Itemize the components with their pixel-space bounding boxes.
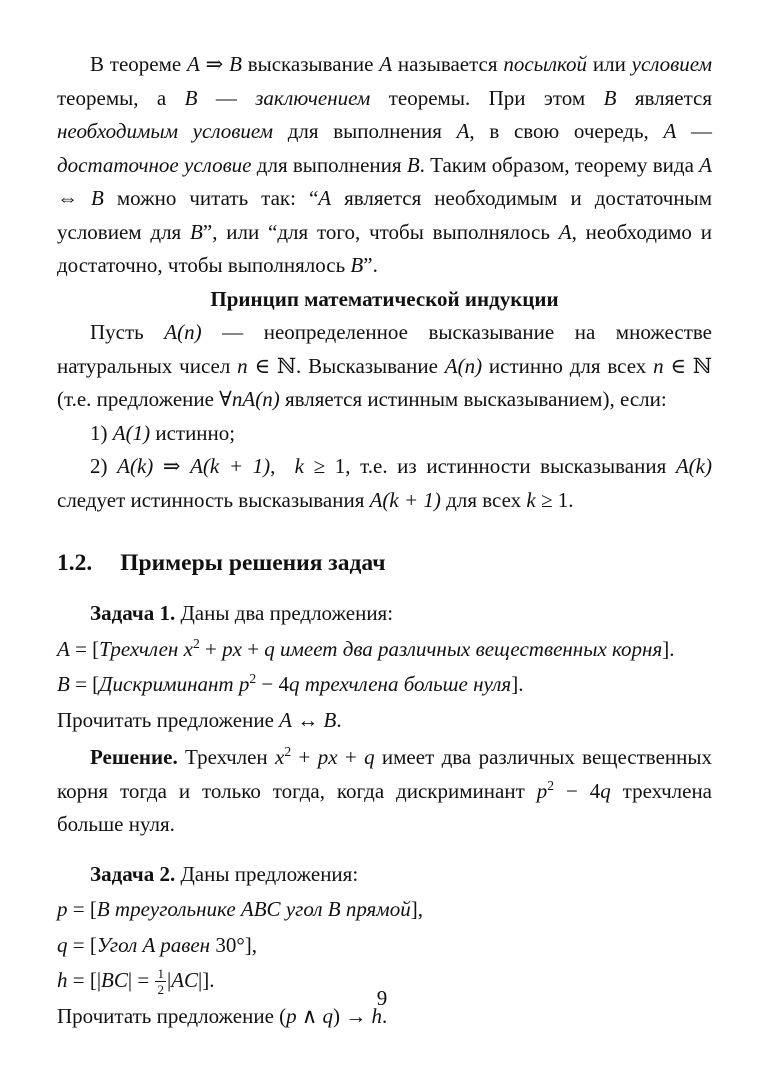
text-segment: h — [371, 1003, 383, 1028]
text-segment: для выполнения — [273, 119, 457, 143]
induction-item-2 — [57, 450, 712, 517]
text-segment: является необходимым и достаточным условием для — [57, 186, 712, 244]
text-segment: является — [616, 85, 713, 110]
text-segment: Решение. — [90, 745, 178, 769]
text-segment: A(k + 1) — [190, 454, 271, 478]
text-segment: p — [57, 897, 68, 921]
text-segment: A — [279, 707, 292, 732]
text-segment: 30°], — [215, 932, 257, 957]
statement-b — [57, 668, 712, 702]
text-segment: = [ — [67, 932, 97, 957]
text-segment: трехчлена больше нуля — [299, 672, 512, 696]
text-segment: является истинным высказыванием), если: — [279, 387, 667, 411]
text-segment: + — [199, 636, 223, 661]
text-segment: Прочитать предложение — [57, 707, 280, 732]
statement-p — [57, 893, 712, 927]
text-segment: достаточное условие — [57, 152, 252, 177]
text-segment: истинно; — [150, 420, 236, 445]
text-segment: посылкой — [503, 52, 588, 76]
text-segment: n — [653, 353, 664, 378]
text-segment: называется — [392, 52, 504, 76]
text-segment: Принцип математической индукции — [210, 286, 559, 311]
text-segment: B — [350, 253, 364, 277]
text-segment: заключением — [255, 85, 371, 110]
text-segment: A — [663, 119, 677, 143]
text-segment: 2 — [192, 635, 200, 651]
text-segment: BC — [101, 968, 128, 992]
text-segment: ∈ ℕ (т.е. предложение ∀ — [57, 353, 712, 411]
text-segment: ]. — [662, 636, 675, 661]
text-segment: . — [336, 707, 342, 732]
text-segment: B — [184, 85, 198, 110]
text-segment: Даны предложения: — [175, 861, 359, 886]
text-segment: Угол — [96, 932, 143, 957]
task-1-question — [57, 704, 712, 738]
text-segment: − 4 — [554, 778, 601, 803]
text-segment: Даны два предложения: — [175, 601, 394, 625]
text-segment: − 4 — [256, 672, 290, 696]
text-segment: B — [190, 219, 203, 244]
text-segment: nA(n) — [231, 387, 280, 411]
text-segment: A(k + 1) — [369, 487, 441, 512]
text-segment: ”. — [363, 253, 378, 277]
text-segment: для выполнения — [251, 152, 407, 177]
text-segment: + — [241, 636, 265, 661]
statement-a — [57, 633, 712, 667]
text-segment: A — [318, 186, 332, 210]
text-segment: ⇔ — [57, 186, 92, 210]
text-segment: 1) — [90, 420, 113, 445]
text-segment: h — [57, 968, 68, 992]
text-segment: A(n) — [444, 353, 483, 378]
page-number: 9 — [376, 986, 388, 1010]
text-segment: q — [57, 932, 68, 957]
text-segment: = [| — [67, 968, 102, 992]
text-segment: , — [270, 454, 295, 478]
solution-1 — [57, 741, 712, 842]
text-segment: , необходимо и достаточно, чтобы выполнялось — [57, 219, 712, 277]
text-segment: px — [222, 636, 242, 661]
text-segment: B — [406, 152, 420, 177]
text-segment: равен — [154, 932, 216, 957]
text-segment: 2) — [90, 454, 118, 478]
text-segment: ]. — [511, 672, 524, 696]
page-content — [57, 48, 712, 1033]
text-segment: ∈ ℕ. Высказывание — [247, 353, 445, 378]
text-segment: p — [286, 1003, 297, 1028]
induction-item-1 — [57, 417, 712, 451]
text-segment: A(n) — [164, 320, 202, 344]
text-segment: ABC — [240, 897, 281, 921]
text-segment: ⇒ — [153, 454, 191, 478]
text-segment: n — [237, 353, 248, 378]
text-segment: q — [322, 1003, 334, 1028]
text-segment: — неопределенное высказывание на множестве натуральных чисел — [57, 320, 712, 378]
text-segment: можно читать так: “ — [103, 186, 319, 210]
text-segment: A — [57, 636, 70, 661]
text-segment: 2 — [547, 777, 555, 793]
text-segment: = [ — [67, 897, 97, 921]
task-2-heading — [57, 858, 712, 892]
text-segment: A(k) — [675, 454, 712, 478]
task-1-heading — [57, 597, 712, 631]
text-segment: 2 — [249, 671, 257, 686]
text-segment: ∧ — [296, 1003, 323, 1028]
text-segment: q — [264, 636, 275, 661]
text-segment: A(1) — [112, 420, 151, 445]
text-segment: истинно для всех — [482, 353, 654, 378]
text-segment: прямой — [340, 897, 411, 921]
text-segment: . Таким образом, теорему вида — [419, 152, 700, 177]
text-segment: A(k) — [117, 454, 154, 478]
text-segment: + — [291, 745, 318, 769]
text-segment: имеет два различных вещественных корня тогда и только тогда, когда дискриминант — [57, 745, 712, 803]
text-segment: A — [456, 119, 470, 143]
text-segment: — — [676, 119, 713, 143]
text-segment: p — [536, 778, 548, 803]
text-segment: имеет два различных вещественных корня — [274, 636, 663, 661]
text-segment: q — [600, 778, 611, 803]
text-segment: B — [57, 672, 70, 696]
text-segment: A — [379, 52, 393, 76]
text-segment: ) → — [333, 1003, 372, 1028]
text-segment: k — [294, 454, 304, 478]
text-segment: | — [166, 968, 172, 992]
text-segment: — — [197, 85, 256, 110]
heading-induction-principle — [57, 283, 712, 317]
text-segment: Задача 1. — [90, 601, 176, 625]
text-segment: k — [526, 487, 536, 512]
text-segment: следует истинность высказывания — [57, 487, 370, 512]
text-segment: или — [587, 52, 632, 76]
fraction: $\frac{1}{2}$ — [157, 965, 164, 998]
paragraph-theorem-terms — [57, 48, 712, 283]
text-segment: B — [229, 52, 242, 76]
text-segment: q — [364, 745, 375, 769]
section-heading-1-2 — [57, 545, 712, 581]
text-segment: ⇒ — [199, 52, 230, 76]
text-segment: Трехчлен — [99, 636, 184, 661]
text-segment: В треугольнике — [96, 897, 241, 921]
text-segment: = [ — [69, 672, 100, 696]
text-segment: = [ — [69, 636, 100, 661]
text-segment: B — [323, 707, 337, 732]
text-segment: | = — [127, 968, 155, 992]
text-segment: Примеры решения задач — [120, 550, 386, 576]
text-segment: A — [142, 932, 155, 957]
text-segment: AC — [171, 968, 199, 992]
text-segment: теоремы, а — [57, 85, 185, 110]
text-segment: ↔ — [292, 707, 324, 732]
text-segment: 1.2. — [57, 550, 93, 576]
text-segment: q — [289, 672, 300, 696]
text-segment: угол — [280, 897, 328, 921]
text-segment: Прочитать предложение ( — [57, 1003, 287, 1028]
text-segment: Задача 2. — [90, 861, 176, 886]
text-segment: ≥ 1, т.е. из истинности высказывания — [304, 454, 676, 478]
text-segment: В теореме — [90, 52, 188, 76]
text-segment: A — [699, 152, 712, 177]
text-segment: ], — [410, 897, 423, 921]
text-segment: B — [603, 85, 617, 110]
text-segment: для всех — [440, 487, 527, 512]
text-segment: B — [327, 897, 341, 921]
text-segment: A — [558, 219, 572, 244]
text-segment: x — [183, 636, 193, 661]
text-segment: , в свою очередь, — [469, 119, 664, 143]
text-segment: px — [317, 745, 338, 769]
text-segment: необходимым условием — [57, 119, 274, 143]
text-segment: Трехчлен — [177, 745, 276, 769]
text-segment: . — [382, 1003, 388, 1028]
text-segment: ≥ 1. — [535, 487, 574, 512]
text-segment: + — [337, 745, 365, 769]
text-segment: x — [275, 745, 285, 769]
text-segment: трехчлена больше нуля. — [57, 778, 712, 836]
text-segment: p — [238, 672, 250, 696]
statement-q — [57, 929, 712, 963]
text-segment: ”, или “для того, чтобы выполнялось — [202, 219, 559, 244]
text-segment: высказывание — [241, 52, 380, 76]
text-segment: Пусть — [90, 320, 165, 344]
text-segment: A — [187, 52, 200, 76]
text-segment: теоремы. При этом — [370, 85, 604, 110]
text-segment: условием — [631, 52, 712, 76]
text-segment: Дискриминант — [99, 672, 239, 696]
text-segment: B — [91, 186, 104, 210]
paragraph-induction — [57, 316, 712, 417]
text-segment: 2 — [284, 744, 292, 759]
text-segment: |]. — [198, 968, 215, 992]
